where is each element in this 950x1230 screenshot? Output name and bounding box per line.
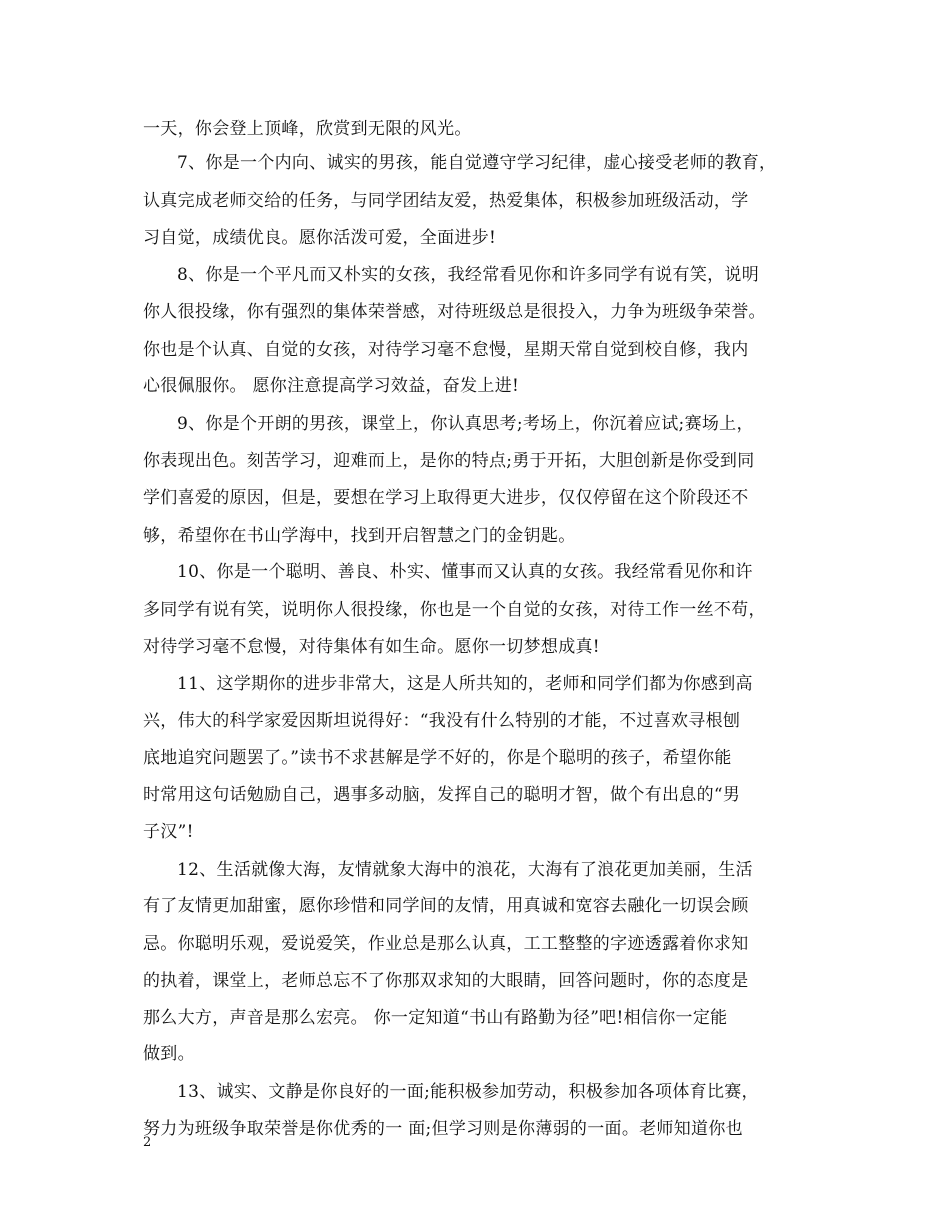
text-line: 你也是个认真、自觉的女孩，对待学习毫不怠慢，星期天常自觉到校自修，我内 bbox=[143, 340, 749, 360]
text-line: 10、你是一个聪明、善良、朴实、懂事而又认真的女孩。我经常看见你和许 bbox=[177, 562, 753, 582]
text-line: 兴，伟大的科学家爱因斯坦说得好：“我没有什么特别的才能，不过喜欢寻根刨 bbox=[143, 711, 741, 731]
text-line: 对待学习毫不怠慢，对待集体有如生命。愿你一切梦想成真! bbox=[143, 637, 600, 657]
text-line: 忌。你聪明乐观，爱说爱笑，作业总是那么认真，工工整整的字迹透露着你求知 bbox=[143, 934, 749, 954]
text-line: 习自觉，成绩优良。愿你活泼可爱，全面进步! bbox=[143, 228, 497, 248]
text-line: 那么大方，声音是那么宏亮。 你一定知道“书山有路勤为径”吧!相信你一定能 bbox=[143, 1008, 728, 1028]
text-line: 心很佩服你。 愿你注意提高学习效益，奋发上进! bbox=[143, 376, 520, 396]
text-line: 7、你是一个内向、诚实的男孩，能自觉遵守学习纪律，虚心接受老师的教育， bbox=[177, 153, 777, 173]
text-line: 时常用这句话勉励自己，遇事多动脑，发挥自己的聪明才智，做个有出息的“男 bbox=[143, 785, 741, 805]
text-line: 做到。 bbox=[143, 1044, 195, 1064]
text-line: 一天，你会登上顶峰，欣赏到无限的风光。 bbox=[143, 119, 472, 139]
text-line: 13、诚实、文静是你良好的一面;能积极参加劳动，积极参加各项体育比赛， bbox=[177, 1082, 759, 1102]
text-line: 8、你是一个平凡而又朴实的女孩，我经常看见你和许多同学有说有笑，说明 bbox=[177, 265, 760, 285]
page-number: 2 bbox=[143, 1135, 152, 1150]
text-line: 的执着，课堂上，老师总忘不了你那双求知的大眼睛，回答问题时，你的态度是 bbox=[143, 971, 749, 991]
text-line: 子汉”! bbox=[143, 822, 194, 842]
text-line: 认真完成老师交给的任务，与同学团结友爱，热爱集体，积极参加班级活动，学 bbox=[143, 191, 749, 211]
text-line: 学们喜爱的原因，但是，要想在学习上取得更大进步，仅仅停留在这个阶段还不 bbox=[143, 488, 749, 508]
text-line: 9、你是个开朗的男孩，课堂上，你认真思考;考场上，你沉着应试;赛场上， bbox=[177, 414, 754, 434]
text-line: 努力为班级争取荣誉是你优秀的一 面;但学习则是你薄弱的一面。老师知道你也 bbox=[143, 1119, 743, 1139]
text-line: 你表现出色。刻苦学习，迎难而上，是你的特点;勇于开拓，大胆创新是你受到同 bbox=[143, 451, 755, 471]
text-line: 多同学有说有笑，说明你人很投缘，你也是一个自觉的女孩，对待工作一丝不苟， bbox=[143, 600, 766, 620]
text-line: 底地追究问题罢了。”读书不求甚解是学不好的，你是个聪明的孩子，希望你能 bbox=[143, 748, 732, 768]
text-line: 有了友情更加甜蜜，愿你珍惜和同学间的友情，用真诚和宽容去融化一切误会顾 bbox=[143, 896, 749, 916]
text-line: 你人很投缘，你有强烈的集体荣誉感，对待班级总是很投入，力争为班级争荣誉。 bbox=[143, 302, 766, 322]
text-line: 够，希望你在书山学海中，找到开启智慧之门的金钥匙。 bbox=[143, 526, 576, 546]
text-line: 11、这学期你的进步非常大，这是人所共知的，老师和同学们都为你感到高 bbox=[177, 674, 753, 694]
text-line: 12、生活就像大海，友情就象大海中的浪花，大海有了浪花更加美丽，生活 bbox=[177, 860, 753, 880]
